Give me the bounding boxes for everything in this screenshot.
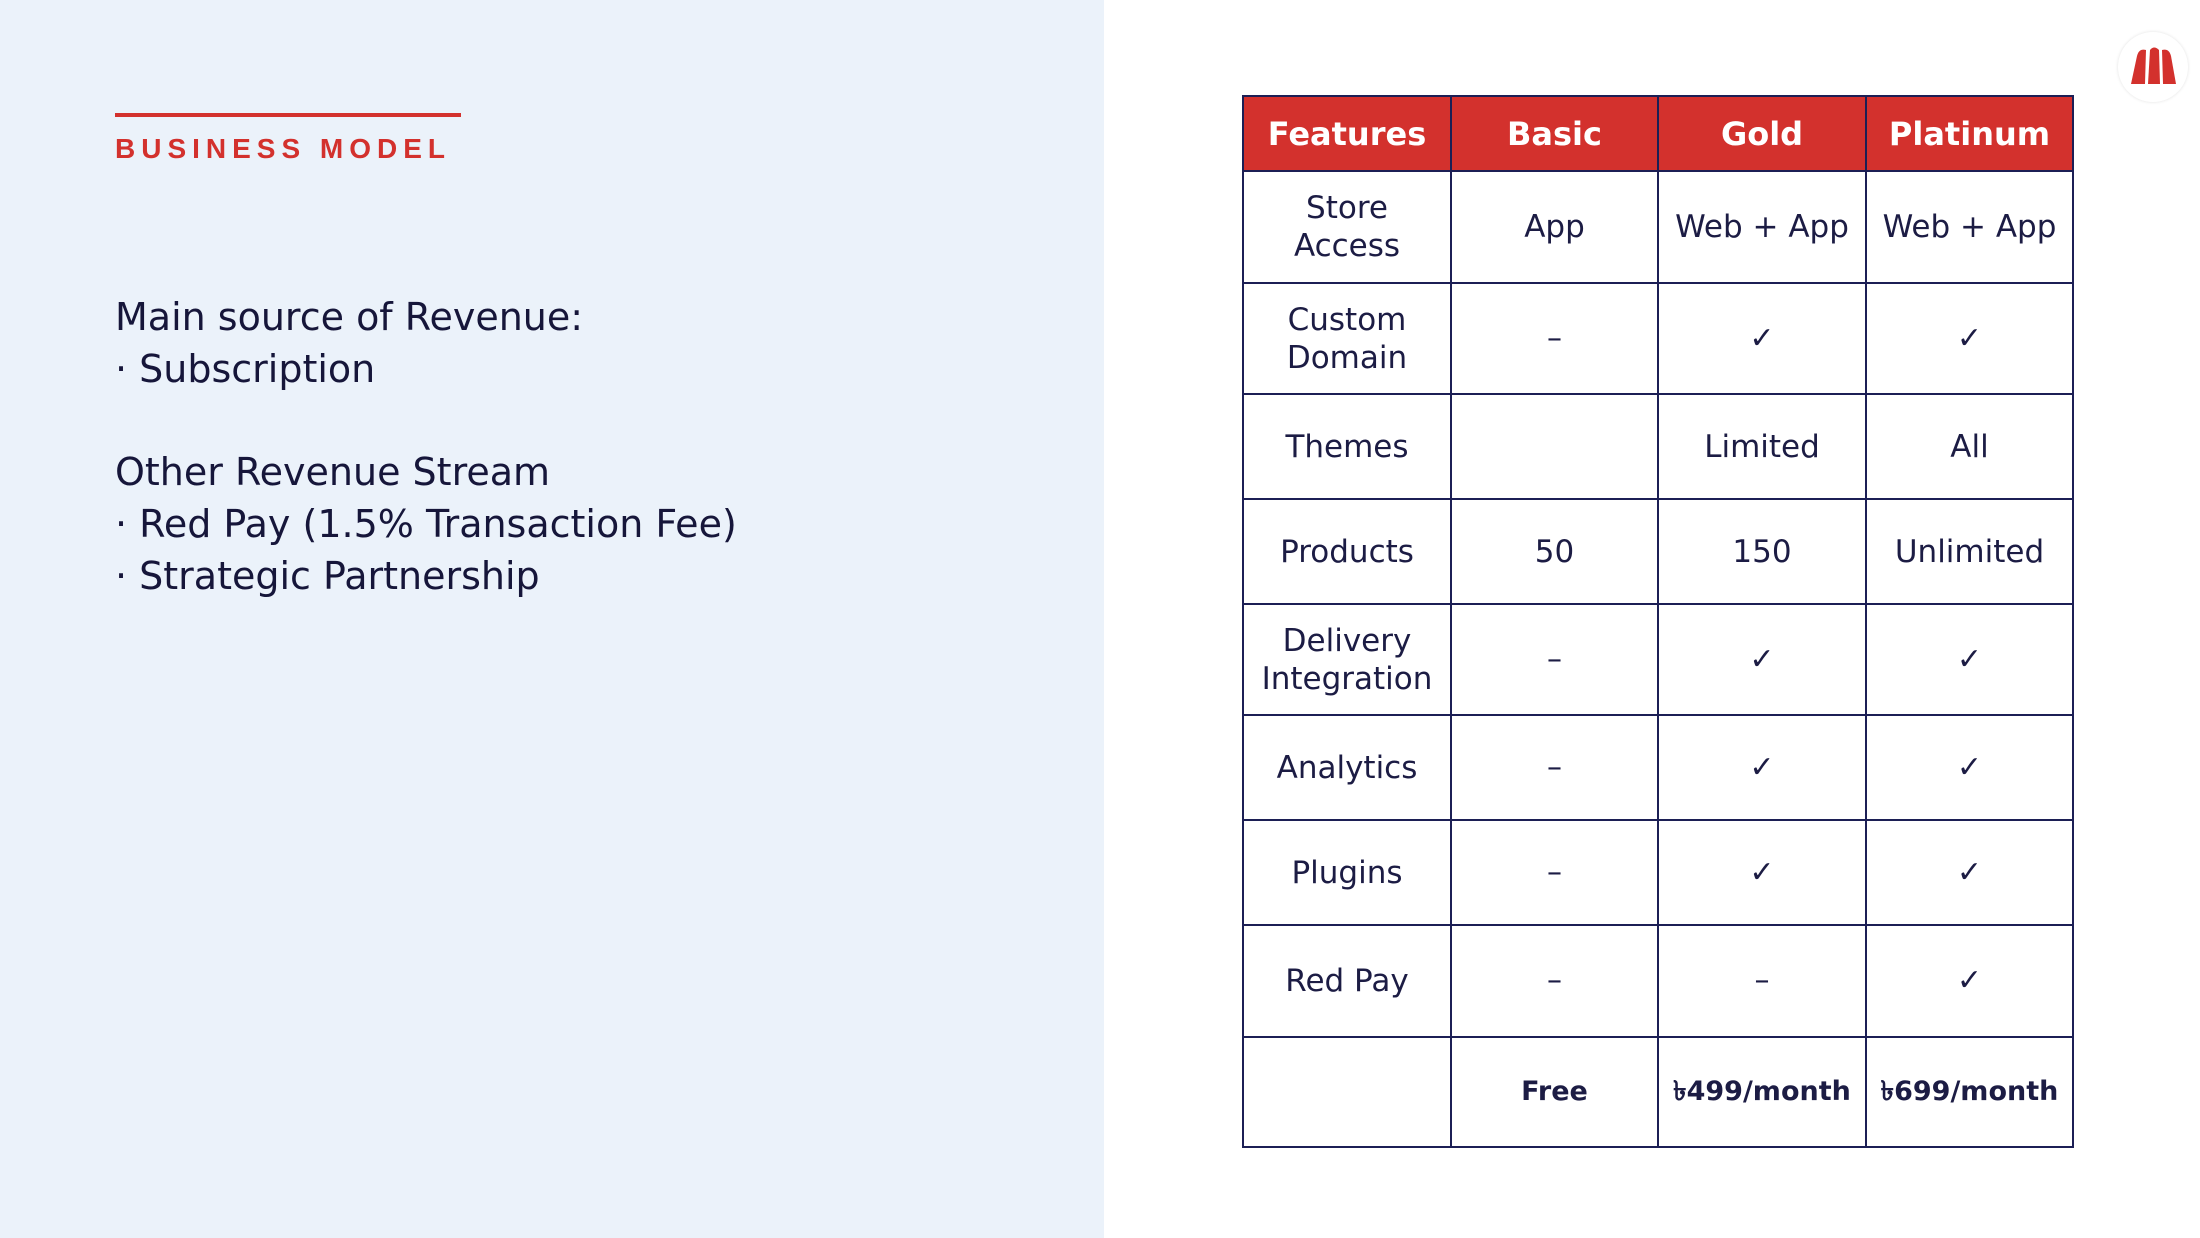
platinum-cell: All	[1866, 394, 2073, 499]
platinum-cell: ✓	[1866, 604, 2073, 715]
platinum-cell: Unlimited	[1866, 499, 2073, 604]
gold-cell: Web + App	[1658, 171, 1866, 283]
basic-cell: –	[1451, 604, 1658, 715]
table-row	[1243, 604, 2073, 715]
table-row	[1243, 925, 2073, 1037]
platinum-cell: ✓	[1866, 283, 2073, 394]
other-revenue-block	[115, 446, 737, 602]
table-row	[1243, 715, 2073, 820]
feature-cell: Custom Domain	[1243, 283, 1451, 394]
other-revenue-heading: Other Revenue Stream	[115, 450, 551, 494]
gold-cell: ✓	[1658, 604, 1866, 715]
pricing-table	[1242, 95, 2074, 1148]
main-revenue-block	[115, 291, 583, 395]
basic-cell: 50	[1451, 499, 1658, 604]
gold-cell: ✓	[1658, 283, 1866, 394]
redbox-logo-icon	[2118, 32, 2188, 102]
platinum-cell: ✓	[1866, 820, 2073, 925]
main-revenue-heading: Main source of Revenue:	[115, 295, 584, 339]
basic-cell: App	[1451, 171, 1658, 283]
gold-cell: ✓	[1658, 820, 1866, 925]
gold-cell: 150	[1658, 499, 1866, 604]
feature-cell: Red Pay	[1243, 925, 1451, 1037]
header-platinum: Platinum	[1866, 96, 2073, 171]
table-row	[1243, 1037, 2073, 1147]
feature-cell: Products	[1243, 499, 1451, 604]
other-revenue-item: · Strategic Partnership	[115, 554, 540, 598]
table-row	[1243, 283, 2073, 394]
platinum-cell: ✓	[1866, 925, 2073, 1037]
platinum-cell: Web + App	[1866, 171, 2073, 283]
feature-cell: Themes	[1243, 394, 1451, 499]
table-row	[1243, 171, 2073, 283]
basic-cell: –	[1451, 715, 1658, 820]
section-title: BUSINESS MODEL	[115, 133, 452, 164]
feature-cell	[1243, 1037, 1451, 1147]
gold-cell: –	[1658, 925, 1866, 1037]
header-gold: Gold	[1658, 96, 1866, 171]
basic-cell: –	[1451, 820, 1658, 925]
platinum-price-cell: ৳699/month	[1866, 1037, 2073, 1147]
basic-price-cell: Free	[1451, 1037, 1658, 1147]
header-basic: Basic	[1451, 96, 1658, 171]
gold-cell: Limited	[1658, 394, 1866, 499]
basic-cell: –	[1451, 925, 1658, 1037]
table-header-row	[1243, 96, 2073, 171]
gold-price-cell: ৳499/month	[1658, 1037, 1866, 1147]
header-features: Features	[1243, 96, 1451, 171]
feature-cell: Analytics	[1243, 715, 1451, 820]
section-rule	[115, 113, 461, 117]
table-row	[1243, 499, 2073, 604]
logo-mark	[2118, 32, 2188, 102]
basic-cell: –	[1451, 283, 1658, 394]
table-row	[1243, 820, 2073, 925]
basic-cell	[1451, 394, 1658, 499]
main-revenue-item: · Subscription	[115, 347, 376, 391]
platinum-cell: ✓	[1866, 715, 2073, 820]
feature-cell: Delivery Integration	[1243, 604, 1451, 715]
feature-cell: Store Access	[1243, 171, 1451, 283]
table-row	[1243, 394, 2073, 499]
feature-cell: Plugins	[1243, 820, 1451, 925]
other-revenue-item: · Red Pay (1.5% Transaction Fee)	[115, 502, 737, 546]
gold-cell: ✓	[1658, 715, 1866, 820]
